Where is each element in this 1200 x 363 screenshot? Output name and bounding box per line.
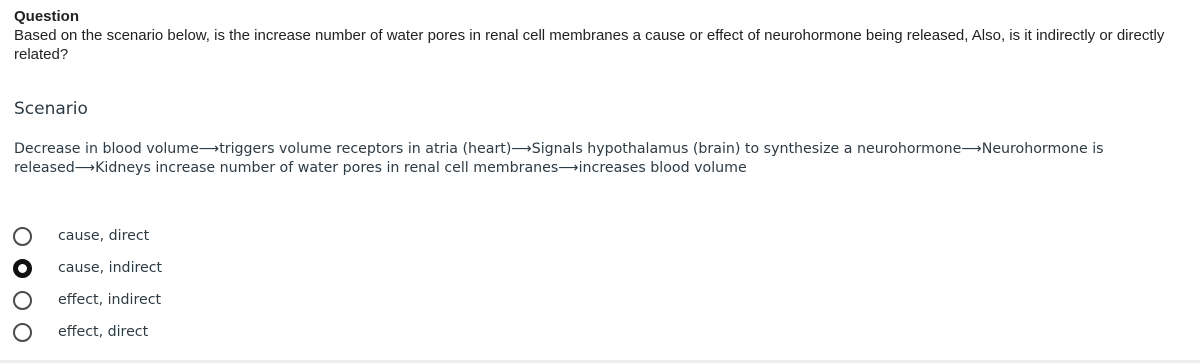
option-cause-indirect[interactable]: [13, 252, 163, 284]
option-effect-indirect[interactable]: [13, 284, 162, 316]
question-label: Question: [14, 8, 80, 25]
radio-button[interactable]: [13, 291, 32, 310]
option-effect-direct[interactable]: [13, 316, 149, 348]
radio-button[interactable]: [13, 227, 32, 246]
option-label[interactable]: effect, indirect: [58, 292, 162, 308]
scenario-heading: Scenario: [14, 99, 88, 119]
answer-options: [13, 220, 163, 348]
radio-button-selected[interactable]: [13, 259, 32, 278]
option-label[interactable]: cause, direct: [58, 228, 150, 244]
scenario-text: Decrease in blood volume⟶triggers volume receptors in atria (heart)⟶Signals hypothalamus (brain) to synthesize a neurohormone⟶Neurohormone is released⟶Kidneys increase number of water pores in renal cell membranes⟶increases blood volume: [14, 141, 1104, 176]
option-cause-direct[interactable]: [13, 220, 150, 252]
question-text: Based on the scenario below, is the increase number of water pores in renal cell membranes a cause or effect of neurohormone being released, Also, is it indirectly or directly related?: [14, 27, 1165, 63]
option-label[interactable]: cause, indirect: [58, 260, 163, 276]
option-label[interactable]: effect, direct: [58, 324, 149, 340]
radio-button[interactable]: [13, 323, 32, 342]
